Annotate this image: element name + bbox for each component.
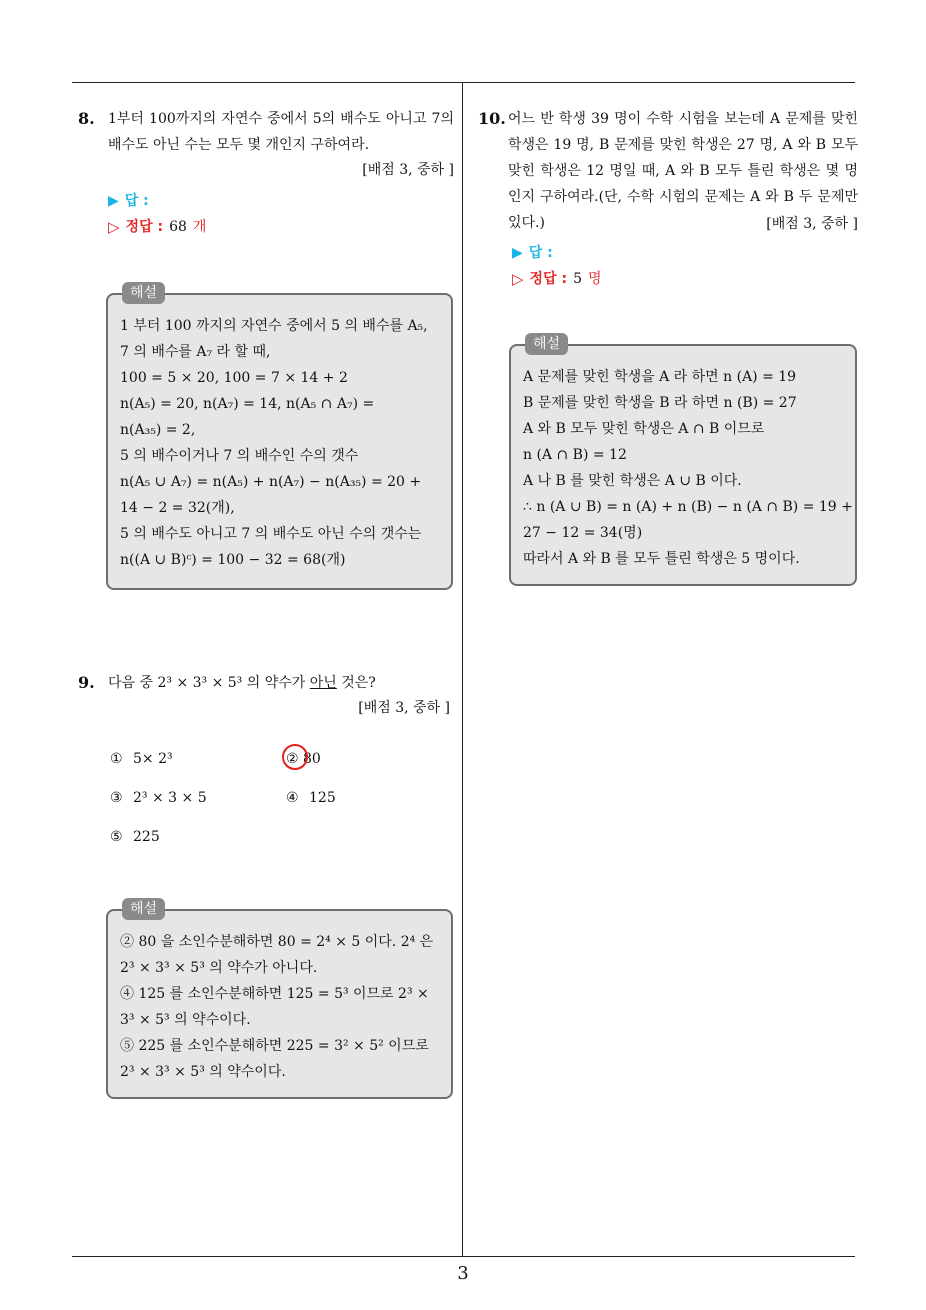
solution-line: B 문제를 맞힌 학생을 B 라 하면 n (B) = 27	[523, 395, 797, 411]
solution-line: 3³ × 5³ 의 약수이다.	[120, 1012, 251, 1028]
choice-list	[110, 749, 450, 849]
solution-line: A 나 B 를 맞힌 학생은 A ∪ B 이다.	[523, 473, 742, 489]
solution-line: A 문제를 맞힌 학생을 A 라 하면 n (A) = 19	[523, 369, 797, 385]
question-number: 8.	[78, 109, 95, 128]
choice-mark: ②	[286, 751, 299, 767]
solution-line: 7 의 배수를 A₇ 라 할 때,	[120, 344, 271, 360]
solution-line: 2³ × 3³ × 5³ 의 약수가 아니다.	[120, 960, 318, 976]
choice-3[interactable]	[110, 788, 207, 808]
open-triangle-icon: ▷	[512, 270, 524, 288]
solution-tag: 해설	[122, 282, 165, 304]
top-rule	[72, 82, 855, 83]
choice-mark: ④	[286, 790, 299, 806]
choice-5[interactable]	[110, 827, 160, 847]
solution-line: 5 의 배수도 아니고 7 의 배수도 아닌 수의 갯수는	[120, 526, 422, 542]
choice-text: 225	[133, 829, 160, 845]
question-text-end: 것은?	[336, 675, 376, 691]
solution-tag: 해설	[122, 898, 165, 920]
solution-tag: 해설	[525, 333, 568, 355]
question-text: 1부터 100까지의 자연수 중에서 5의 배수도 아니고 7의 배수도 아닌 수는 모두 몇 개인지 구하여라.	[108, 111, 454, 153]
page-number: 3	[457, 1263, 469, 1284]
correct-answer-line	[108, 214, 454, 240]
solution-line: n (A ∩ B) = 12	[523, 447, 627, 463]
solution-line: 5 의 배수이거나 7 의 배수인 수의 갯수	[120, 448, 359, 464]
choice-text: 80	[303, 751, 321, 767]
solution-line: n(A₅) = 20, n(A₇) = 14, n(A₅ ∩ A₇) =	[120, 396, 375, 412]
answer-label: 답 :	[124, 193, 149, 209]
bottom-rule	[72, 1256, 855, 1257]
answer-line	[108, 188, 454, 214]
answer-line	[512, 240, 858, 266]
open-triangle-icon: ▷	[108, 218, 120, 236]
correct-answer-line	[512, 266, 858, 292]
question-8	[78, 106, 454, 240]
solution-line: 1 부터 100 까지의 자연수 중에서 5 의 배수를 A₅,	[120, 318, 428, 334]
solution-line: n(A₃₅) = 2,	[120, 422, 196, 438]
correct-value: 5	[573, 271, 582, 287]
question-10	[478, 106, 858, 292]
solution-line: ④ 125 를 소인수분해하면 125 = 5³ 이므로 2³ ×	[120, 986, 429, 1002]
column-divider	[462, 82, 463, 1256]
solution-line: 따라서 A 와 B 를 모두 틀린 학생은 5 명이다.	[523, 551, 800, 567]
choice-4[interactable]	[286, 788, 336, 808]
score-meta: [배점 3, 중하 ]	[358, 700, 450, 716]
filled-triangle-icon: ▶	[512, 245, 523, 261]
solution-line: n(A₅ ∪ A₇) = n(A₅) + n(A₇) − n(A₃₅) = 20 +	[120, 474, 422, 490]
answer-label: 답 :	[528, 245, 553, 261]
solution-box-9	[106, 901, 453, 1099]
solution-box-10	[509, 336, 857, 586]
solution-line: A 와 B 모두 맞힌 학생은 A ∩ B 이므로	[523, 421, 765, 437]
choice-mark: ⑤	[110, 829, 123, 845]
correct-label: 정답 :	[529, 271, 568, 287]
choice-text: 2³ × 3 × 5	[133, 790, 207, 806]
question-9	[78, 670, 450, 720]
choice-text: 5× 2³	[133, 751, 173, 767]
solution-line: ② 80 을 소인수분해하면 80 = 2⁴ × 5 이다. 2⁴ 은	[120, 934, 434, 950]
choice-mark: ①	[110, 751, 123, 767]
filled-triangle-icon: ▶	[108, 193, 119, 209]
solution-line: 14 − 2 = 32(개),	[120, 500, 235, 516]
score-meta: [배점 3, 중하 ]	[766, 216, 858, 232]
score-meta: [배점 3, 중하 ]	[362, 162, 454, 178]
correct-unit: 개	[192, 219, 207, 235]
choice-1[interactable]	[110, 749, 173, 769]
choice-2[interactable]	[286, 749, 321, 769]
correct-unit: 명	[588, 271, 602, 287]
question-text-underlined: 아닌	[309, 675, 337, 691]
solution-line: 100 = 5 × 20, 100 = 7 × 14 + 2	[120, 370, 348, 386]
choice-mark: ③	[110, 790, 123, 806]
correct-label: 정답 :	[125, 219, 164, 235]
solution-line: 27 − 12 = 34(명)	[523, 525, 643, 541]
solution-line: ∴ n (A ∪ B) = n (A) + n (B) − n (A ∩ B) = 19 +	[523, 499, 853, 515]
question-number: 10.	[478, 109, 506, 128]
question-text: 어느 반 학생 39 명이 수학 시험을 보는데 A 문제를 맞힌 학생은 19 명, B 문제를 맞힌 학생은 27 명, A 와 B 모두 맞힌 학생은 12 명일 때, A 와 B 모두 틀린 학생은 몇 명인지 구하여라.(단, 수학 시험의 문제는 A 와 B 두 문제만 있다.)	[508, 111, 858, 231]
solution-line: 2³ × 3³ × 5³ 의 약수이다.	[120, 1064, 286, 1080]
correct-value: 68	[169, 219, 187, 235]
selected-circle-mark	[282, 744, 308, 770]
question-text: 다음 중 2³ × 3³ × 5³ 의 약수가	[108, 675, 310, 691]
solution-line: ⑤ 225 를 소인수분해하면 225 = 3² × 5² 이므로	[120, 1038, 429, 1054]
solution-box-8	[106, 285, 453, 590]
question-number: 9.	[78, 673, 95, 692]
choice-text: 125	[309, 790, 336, 806]
solution-line: n((A ∪ B)ᶜ) = 100 − 32 = 68(개)	[120, 552, 346, 568]
